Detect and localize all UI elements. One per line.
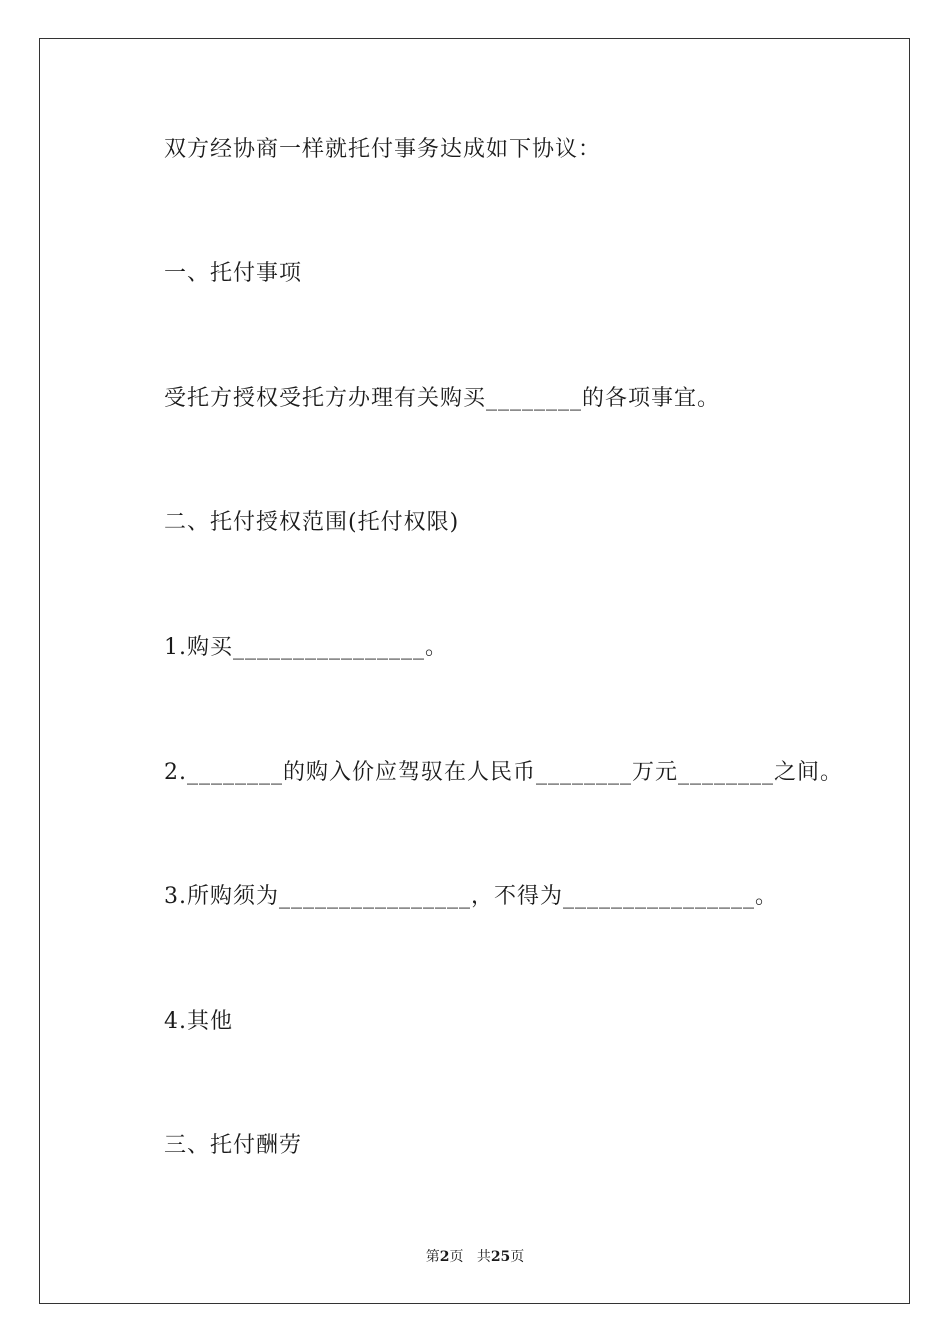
list-item-4: 4.其他: [164, 1009, 233, 1034]
section-heading-2: 二、托付授权范围(托付权限): [164, 510, 460, 535]
total-suffix: 页: [510, 1249, 525, 1265]
list-item-1: 1.购买________________。: [164, 635, 448, 660]
page-border: [39, 38, 910, 1304]
total-prefix: 共: [476, 1249, 491, 1265]
list-item-2: 2.________的购入价应驾驭在人民币________万元________之间。: [164, 760, 843, 785]
total-pages: 25: [490, 1249, 511, 1265]
paragraph-authorization: 受托方授权受托方办理有关购买________的各项事宜。: [164, 386, 721, 411]
agreement-intro: 双方经协商一样就托付事务达成如下协议：: [164, 137, 602, 162]
page-suffix: 页: [449, 1249, 464, 1265]
section-heading-1: 一、托付事项: [164, 261, 303, 286]
page-footer: [0, 1247, 950, 1267]
page-prefix: 第: [425, 1249, 440, 1265]
section-heading-3: 三、托付酬劳: [164, 1133, 303, 1158]
list-item-3: 3.所购须为________________，不得为________________。: [164, 884, 778, 909]
page-number: 2: [439, 1249, 450, 1265]
